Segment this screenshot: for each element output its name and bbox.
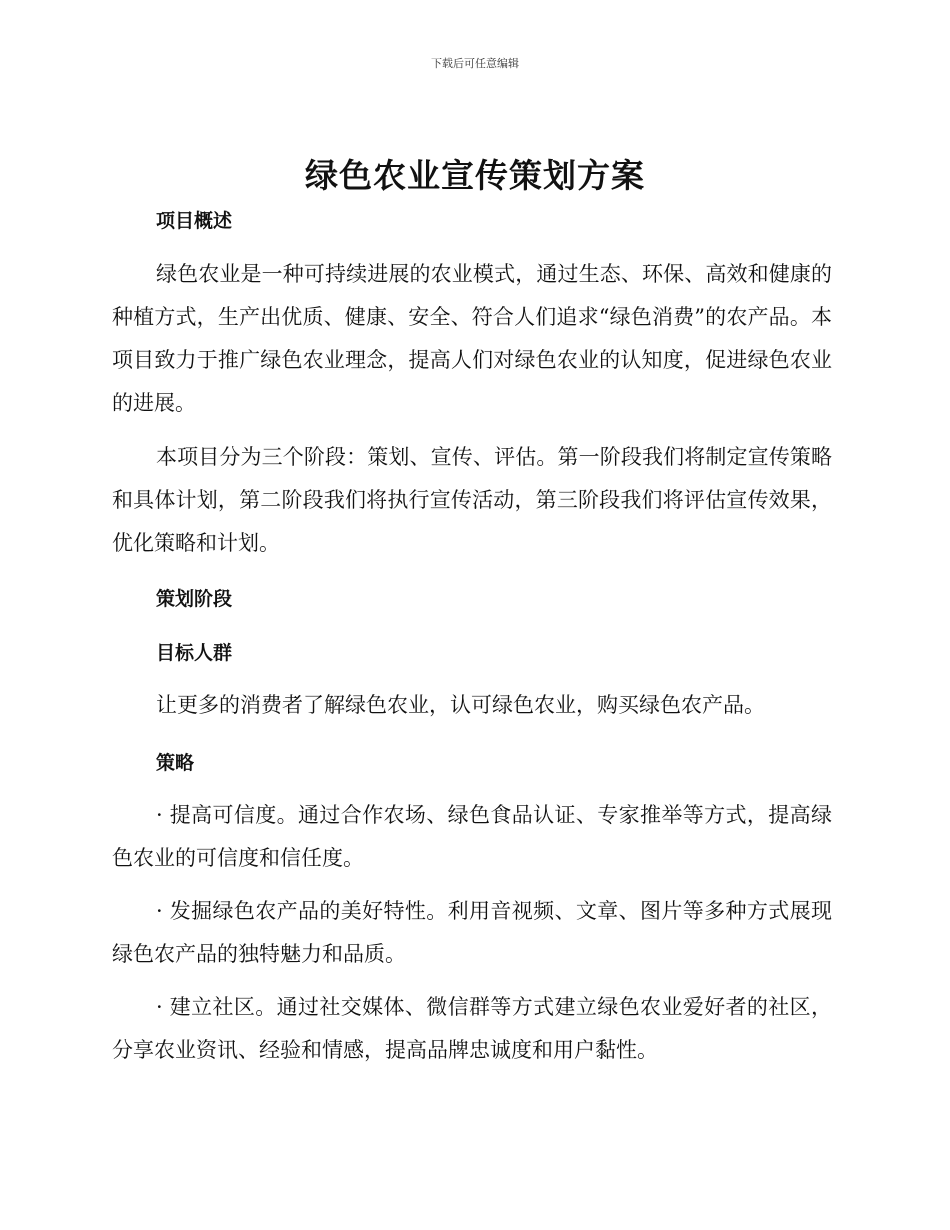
strategy-item: · 发掘绿色农产品的美好特性。利用音视频、文章、图片等多种方式展现绿色农产品的独特魅力和品质。 <box>112 899 832 966</box>
strategy-item-1-wrap <box>112 794 832 880</box>
target-heading-wrap <box>112 638 832 665</box>
planning-heading-wrap <box>112 584 832 611</box>
section-heading-target: 目标人群 <box>156 642 233 664</box>
strategy-item: · 提高可信度。通过合作农场、绿色食品认证、专家推举等方式，提高绿色农业的可信度和信任度。 <box>112 803 832 870</box>
strategy-item: · 建立社区。通过社交媒体、微信群等方式建立绿色农业爱好者的社区，分享农业资讯、经验和情感，提高品牌忠诚度和用户黏性。 <box>112 995 832 1062</box>
section-overview-heading-wrap <box>112 206 832 233</box>
overview-paragraph-2-wrap <box>112 436 832 565</box>
target-paragraph: 让更多的消费者了解绿色农业，认可绿色农业，购买绿色农产品。 <box>156 693 765 717</box>
section-heading-strategy: 策略 <box>156 752 195 774</box>
header-note: 下载后可任意编辑 <box>431 57 519 70</box>
target-paragraph-wrap <box>112 684 832 727</box>
strategy-item-3-wrap <box>112 986 832 1072</box>
document-title: 绿色农业宣传策划方案 <box>305 156 645 195</box>
overview-paragraph-1-wrap <box>112 253 832 425</box>
section-heading-planning: 策划阶段 <box>156 588 233 610</box>
strategy-item-2-wrap <box>112 890 832 976</box>
strategy-heading-wrap <box>112 748 832 775</box>
overview-paragraph-2: 本项目分为三个阶段：策划、宣传、评估。第一阶段我们将制定宣传策略和具体计划，第二阶段我们将执行宣传活动，第三阶段我们将评估宣传效果，优化策略和计划。 <box>112 445 832 555</box>
overview-paragraph-1: 绿色农业是一种可持续进展的农业模式，通过生态、环保、高效和健康的种植方式，生产出优质、健康、安全、符合人们追求“绿色消费”的农产品。本项目致力于推广绿色农业理念，提高人们对绿色农业的认知度，促进绿色农业的进展。 <box>112 262 832 415</box>
section-heading-overview: 项目概述 <box>156 210 233 232</box>
